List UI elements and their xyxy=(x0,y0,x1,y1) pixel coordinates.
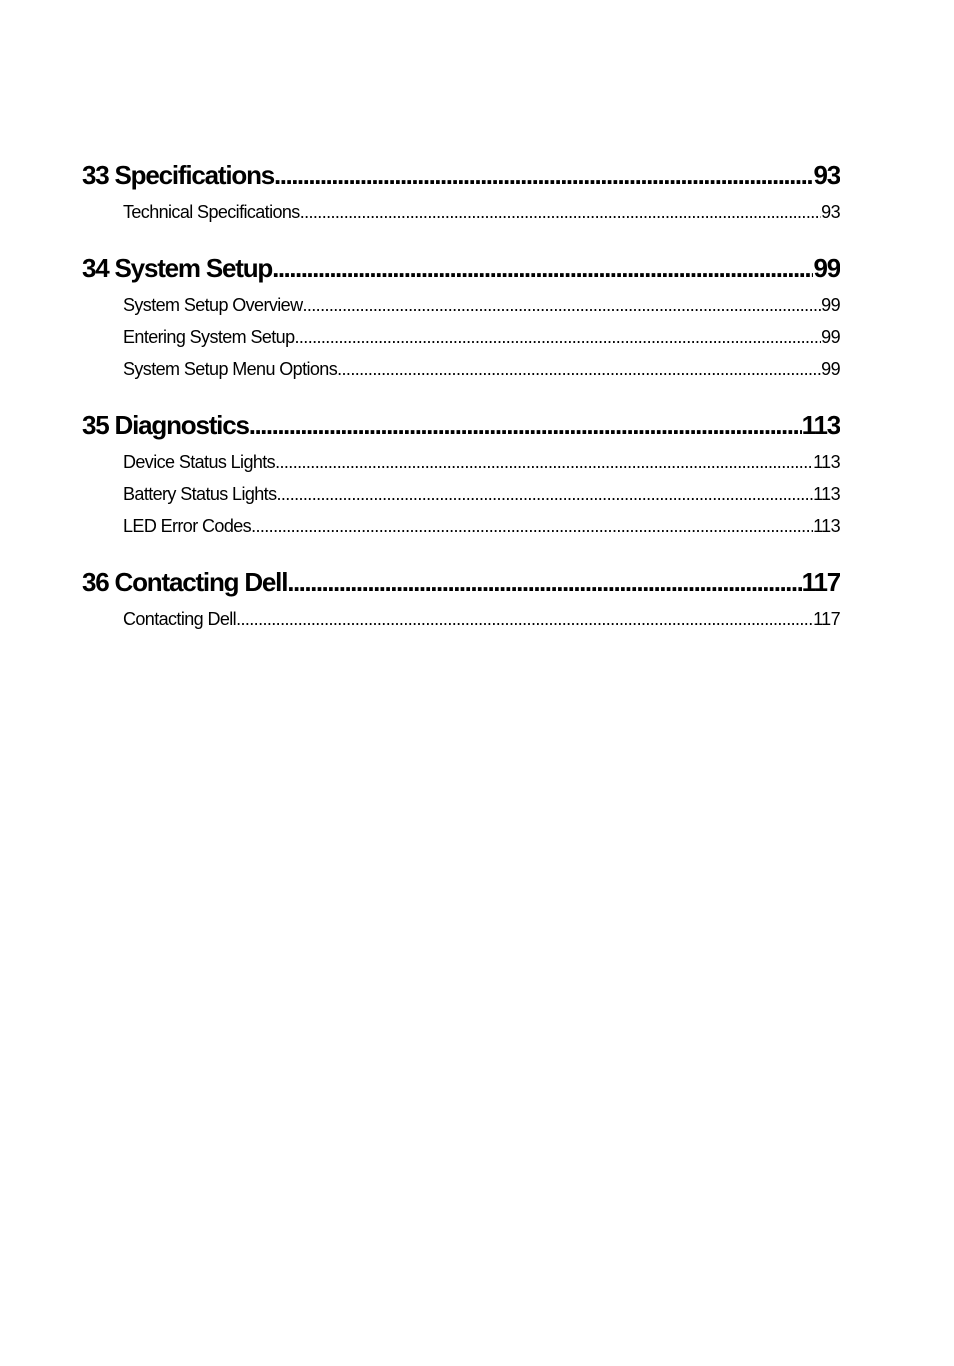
toc-entry[interactable] xyxy=(123,196,840,228)
dot-leader xyxy=(251,510,813,542)
dot-leader xyxy=(272,247,813,289)
entry-page-number: 93 xyxy=(821,196,840,228)
chapter-title: 33 Specifications xyxy=(82,154,274,196)
chapter-page-number: 113 xyxy=(802,404,840,446)
chapter-page-number: 117 xyxy=(802,561,840,603)
toc-entry[interactable] xyxy=(123,446,840,478)
entry-title: Battery Status Lights xyxy=(123,478,277,510)
entry-title: System Setup Menu Options xyxy=(123,353,337,385)
dot-leader xyxy=(249,404,802,446)
chapter-page-number: 99 xyxy=(813,247,840,289)
dot-leader xyxy=(236,603,813,635)
toc-entry[interactable] xyxy=(123,353,840,385)
toc-entry[interactable] xyxy=(123,510,840,542)
entry-page-number: 99 xyxy=(821,321,840,353)
toc-entry-list xyxy=(82,289,840,385)
dot-leader xyxy=(287,561,801,603)
toc-entry[interactable] xyxy=(123,321,840,353)
toc-chapter-heading[interactable] xyxy=(82,561,840,603)
table-of-contents xyxy=(82,154,840,654)
toc-entry[interactable] xyxy=(123,478,840,510)
entry-title: Contacting Dell xyxy=(123,603,236,635)
toc-chapter-heading[interactable] xyxy=(82,404,840,446)
dot-leader xyxy=(274,154,813,196)
toc-entry-list xyxy=(82,196,840,228)
dot-leader xyxy=(277,478,814,510)
toc-chapter xyxy=(82,247,840,385)
toc-entry-list xyxy=(82,603,840,635)
dot-leader xyxy=(300,196,821,228)
entry-page-number: 99 xyxy=(821,353,840,385)
dot-leader xyxy=(337,353,821,385)
entry-page-number: 113 xyxy=(813,446,840,478)
chapter-page-number: 93 xyxy=(813,154,840,196)
entry-title: LED Error Codes xyxy=(123,510,251,542)
entry-title: Device Status Lights xyxy=(123,446,275,478)
toc-entry[interactable] xyxy=(123,289,840,321)
dot-leader xyxy=(295,321,822,353)
chapter-title: 35 Diagnostics xyxy=(82,404,249,446)
toc-chapter-heading[interactable] xyxy=(82,247,840,289)
dot-leader xyxy=(275,446,813,478)
entry-title: Technical Specifications xyxy=(123,196,300,228)
toc-chapter xyxy=(82,154,840,228)
toc-chapter xyxy=(82,404,840,542)
toc-chapter xyxy=(82,561,840,635)
entry-page-number: 113 xyxy=(813,478,840,510)
toc-entry[interactable] xyxy=(123,603,840,635)
entry-page-number: 117 xyxy=(813,603,840,635)
toc-entry-list xyxy=(82,446,840,542)
entry-page-number: 113 xyxy=(813,510,840,542)
entry-title: Entering System Setup xyxy=(123,321,295,353)
entry-page-number: 99 xyxy=(821,289,840,321)
dot-leader xyxy=(302,289,821,321)
toc-chapter-heading[interactable] xyxy=(82,154,840,196)
chapter-title: 34 System Setup xyxy=(82,247,272,289)
chapter-title: 36 Contacting Dell xyxy=(82,561,287,603)
entry-title: System Setup Overview xyxy=(123,289,302,321)
